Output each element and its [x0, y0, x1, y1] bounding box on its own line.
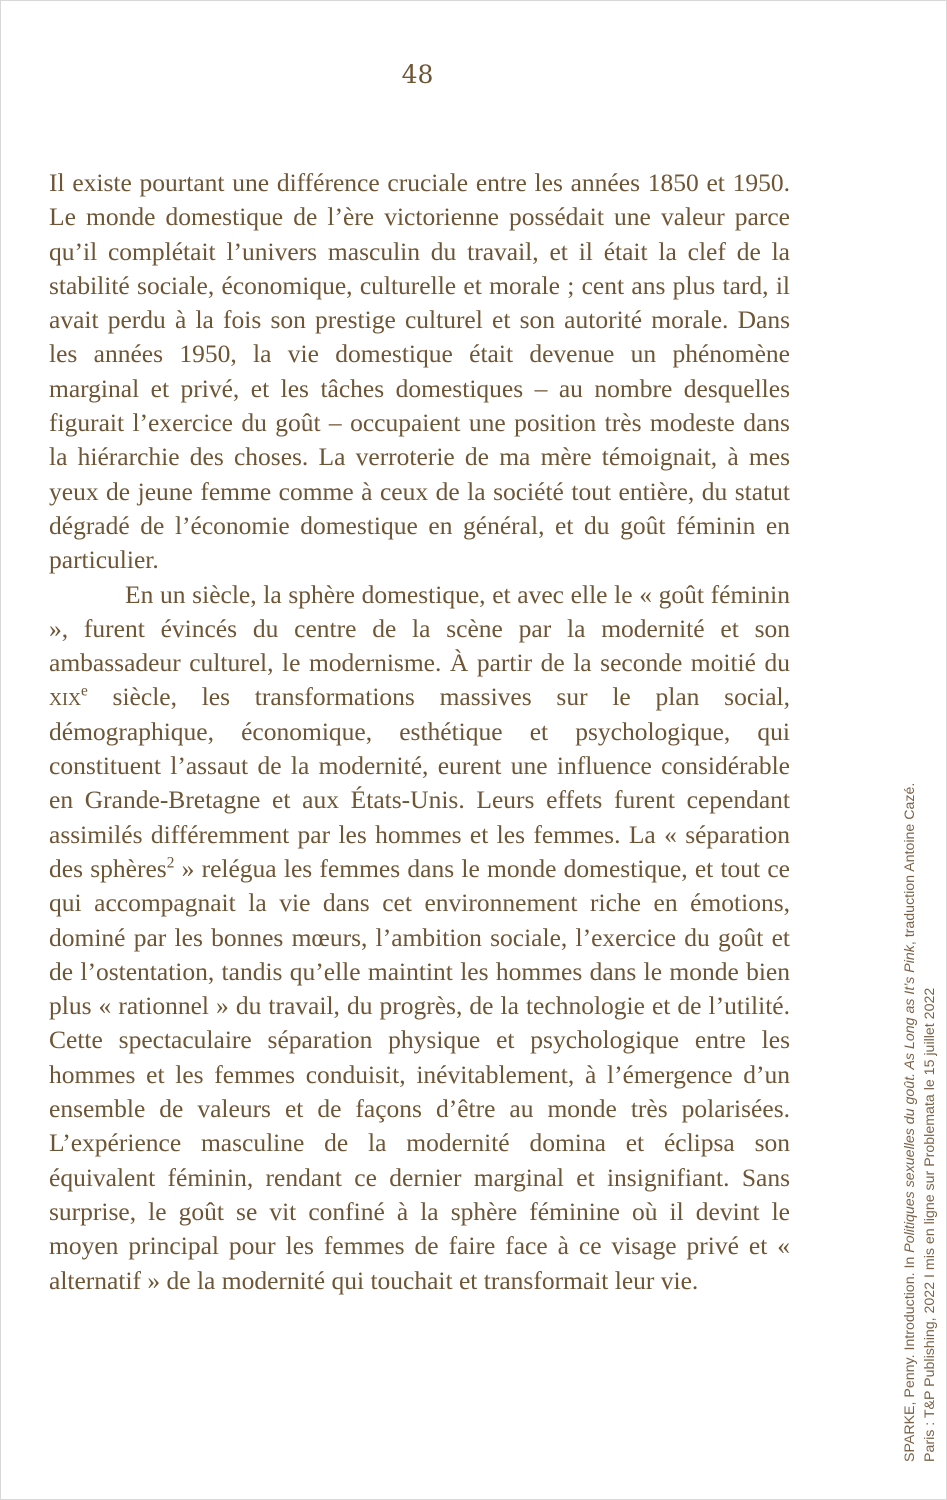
citation-title: Politiques sexuelles du goût. As Long as It’s Pink [902, 945, 918, 1253]
page-number: 48 [401, 60, 434, 89]
citation-line-1 [900, 662, 920, 1462]
paragraph-2-part-3: » relégua les femmes dans le monde domestique, et tout ce qui accompagnait la vie dans cet environnement riche en émotions, dominé par les bonnes mœurs, l’ambition sociale, l’exercice du goût et de l’ostentation, tandis qu’elle maintint les hommes dans le monde bien plus « rationnel » du travail, du progrès, de la technologie et de l’utilité. Cette spectaculaire séparation physique et psychologique entre les hommes et les femmes conduisit, inévitablement, à l’émergence d’un ensemble de valeurs et de façons d’être au monde très polarisées. L’expérience masculine de la modernité domina et éclipsa son équivalent féminin, rendant ce dernier marginal et insignifiant. Sans surprise, le goût se vit confiné à la sphère féminine où il devint le moyen principal pour les femmes de faire face à ce visage privé et « alternatif » de la modernité qui touchait et transformait leur vie. [49, 853, 791, 1295]
body-text [49, 166, 790, 1298]
century-numeral: xix [49, 682, 81, 712]
paragraph-2 [49, 578, 790, 1298]
paragraph-1: Il existe pourtant une différence cruciale entre les années 1850 et 1950. Le monde domestique de l’ère victorienne possédait une valeur parce qu’il complétait l’univers masculin du travail, et il était la clef de la stabilité sociale, économique, culturelle et morale ; cent ans plus tard, il avait perdu à la fois son prestige culturel et son autorité morale. Dans les années 1950, la vie domestique était devenue un phénomène marginal et privé, et les tâches domestiques – au nombre desquelles figurait l’exercice du goût – occupaient une position très modeste dans la hiérarchie des choses. La verroterie de ma mère témoignait, à mes yeux de jeune femme comme à ceux de la société tout entière, du statut dégradé de l’économie domestique en général, et du goût féminin en particulier. [49, 168, 790, 575]
paragraph-2-part-1: En un siècle, la sphère domestique, et avec elle le « goût féminin », furent évincés du centre de la scène par la modernité et son ambassadeur culturel, le modernisme. À partir de la seconde moitié du [49, 579, 790, 678]
footnote-reference[interactable]: 2 [166, 854, 175, 872]
citation-line-2: Paris : T&P Publishing, 2022 I mis en ligne sur Problemata le 15 juillet 2022 [922, 987, 938, 1462]
citation-translator: , traduction Antoine Cazé. [902, 782, 918, 946]
paragraph-2-part-2: siècle, les transformations massives sur le plan social, démographique, économique, esthétique et psychologique, qui constituent l’assaut de la modernité, eurent une influence considérable en Grande-Bretagne et aux États-Unis. Leurs effets furent cependant assimilés différemment par les hommes et les femmes. La « séparation des sphères [49, 682, 790, 883]
century-suffix: e [81, 682, 88, 700]
citation-note [900, 662, 940, 1462]
citation-author: SPARKE, Penny. Introduction. In [902, 1252, 918, 1462]
